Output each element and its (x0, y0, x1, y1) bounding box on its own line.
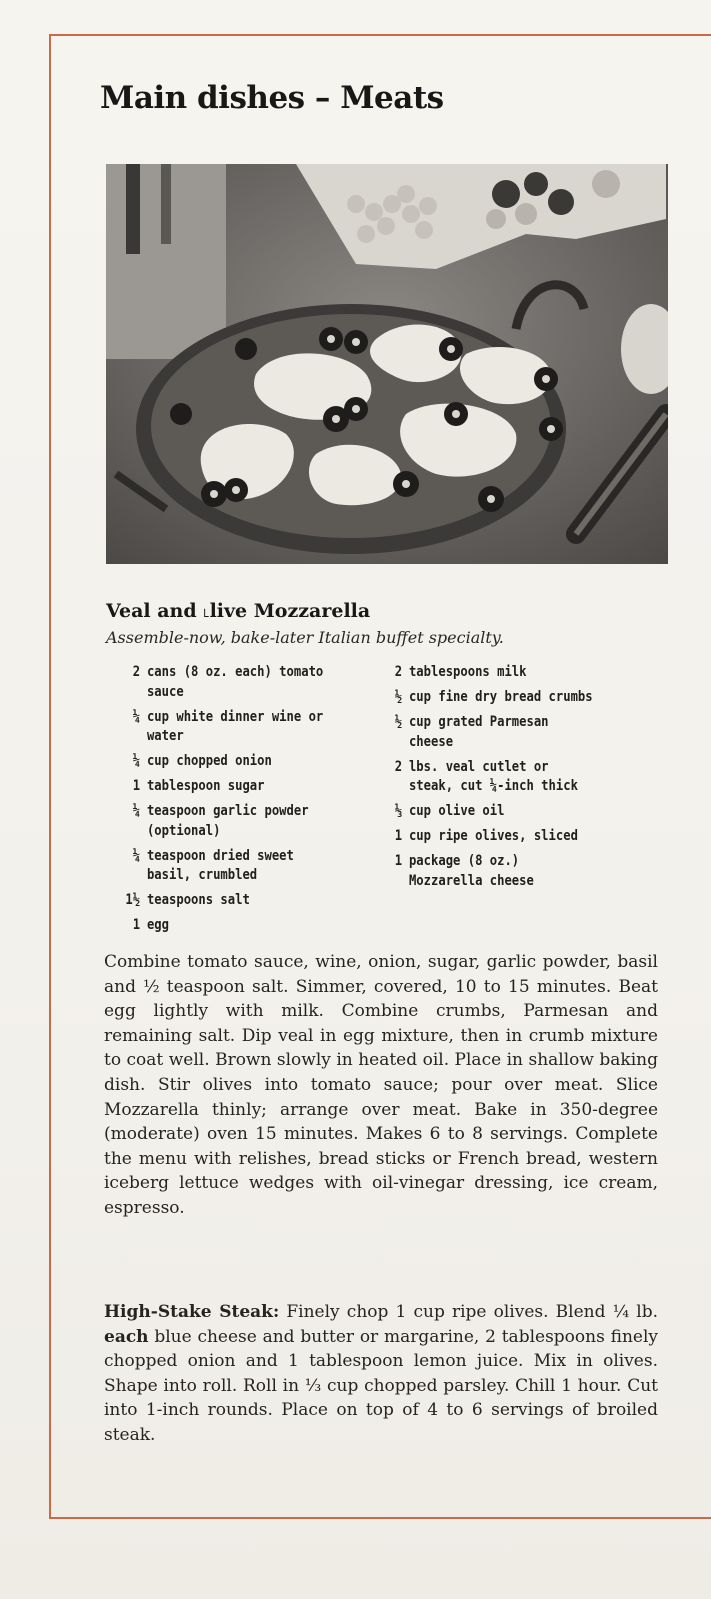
ingredient-item (378, 758, 598, 797)
recipe-title: Veal and ˪live Mozzarella (106, 600, 371, 622)
ingredients-right (378, 663, 598, 897)
ingredient-desc: egg (146, 917, 169, 933)
ingredient-item (116, 891, 336, 911)
ingredient-item (116, 663, 336, 702)
ingredient-qty: ¼ (132, 708, 141, 725)
ingredient-desc: cup ripe olives, sliced (408, 828, 578, 844)
ingredient-desc: cans (8 oz. each) tomato sauce (146, 664, 324, 700)
ingredient-item (378, 827, 598, 847)
ingredient-item (116, 802, 336, 841)
ingredient-desc: lbs. veal cutlet or steak, cut ¼-inch thick (408, 758, 578, 794)
page-title: Main dishes – Meats (100, 80, 444, 116)
ingredient-qty: 1 (394, 828, 403, 844)
ingredients-left (116, 663, 336, 941)
ingredient-qty: ¼ (132, 753, 141, 769)
ingredient-qty: ¼ (132, 847, 141, 864)
recipe-directions: Combine tomato sauce, wine, onion, sugar, garlic powder, basil and ½ teaspoon salt. Simmer, covered, 10 to 15 minutes. Beat egg lightly with milk. Combine crumbs, Parmesan and remaining salt. Dip veal in egg mixture, then in crumb mixture to coat well. Brown slowly in heated oil. Place in shallow baking dish. Stir olives into tomato sauce; pour over meat. Slice Mozzarella thinly; arrange over meat. Bake in 350-degree (moderate) oven 15 minutes. Makes 6 to 8 servings. Complete the menu with relishes, bread sticks or French bread, western iceberg lettuce wedges with oil-vinegar dressing, ice cream, espresso. (104, 952, 658, 1218)
ingredient-desc: cup grated Parmesan cheese (408, 714, 549, 750)
ingredient-desc: teaspoons salt (146, 892, 250, 908)
ingredient-qty: 2 (132, 664, 141, 680)
ingredient-qty: 1 (132, 917, 141, 933)
ingredient-qty: 2 (394, 758, 403, 775)
ingredient-qty: 1 (132, 778, 141, 794)
ingredient-item (378, 802, 598, 822)
recipe-photo (106, 164, 668, 564)
ingredient-item (378, 663, 598, 683)
ingredient-desc: package (8 oz.) Mozzarella cheese (408, 853, 534, 889)
tip-emphasis: each (104, 1326, 149, 1347)
ingredient-qty: 1 (394, 853, 403, 869)
ingredient-qty: ⅓ (394, 803, 403, 819)
ingredient-item (378, 852, 598, 891)
ingredient-qty: ½ (394, 689, 403, 705)
ingredient-item (116, 847, 336, 886)
ingredient-desc: cup olive oil (408, 803, 505, 819)
ingredient-desc: tablespoons milk (408, 664, 527, 680)
ingredient-qty: ½ (394, 714, 403, 730)
recipe-photo-illustration (106, 164, 668, 564)
recipe-subtitle: Assemble-now, bake-later Italian buffet specialty. (106, 628, 504, 647)
ingredient-qty: 1½ (125, 892, 141, 908)
ingredient-item (116, 708, 336, 747)
tip-text-1: Finely chop 1 cup ripe olives. Blend ¼ lb. (279, 1302, 658, 1322)
ingredient-desc: cup fine dry bread crumbs (408, 689, 593, 705)
ingredient-desc: tablespoon sugar (146, 778, 265, 794)
ingredient-item (116, 752, 336, 772)
ingredient-desc: teaspoon dried sweet basil, crumbled (146, 847, 294, 883)
ingredient-item (116, 916, 336, 936)
ingredient-desc: teaspoon garlic powder (optional) (146, 803, 309, 839)
ingredient-item (378, 713, 598, 752)
ingredient-qty: ¼ (132, 803, 141, 819)
ingredient-qty: 2 (394, 664, 403, 680)
ingredient-desc: cup chopped onion (146, 753, 272, 769)
ingredient-item (116, 777, 336, 797)
ingredient-item (378, 688, 598, 708)
tip-paragraph (104, 1300, 658, 1448)
tip-label: High-Stake Steak: (104, 1302, 280, 1322)
ingredient-desc: cup white dinner wine or water (146, 708, 324, 744)
tip-text-2: blue cheese and butter or margarine, 2 tablespoons finely chopped onion and 1 tablespoon lemon juice. Mix in olives. Shape into roll. Roll in ⅓ cup chopped parsley. Chill 1 hour. Cut into 1-inch rounds. Place on top of 4 to 6 servings of broiled steak. (104, 1326, 658, 1445)
